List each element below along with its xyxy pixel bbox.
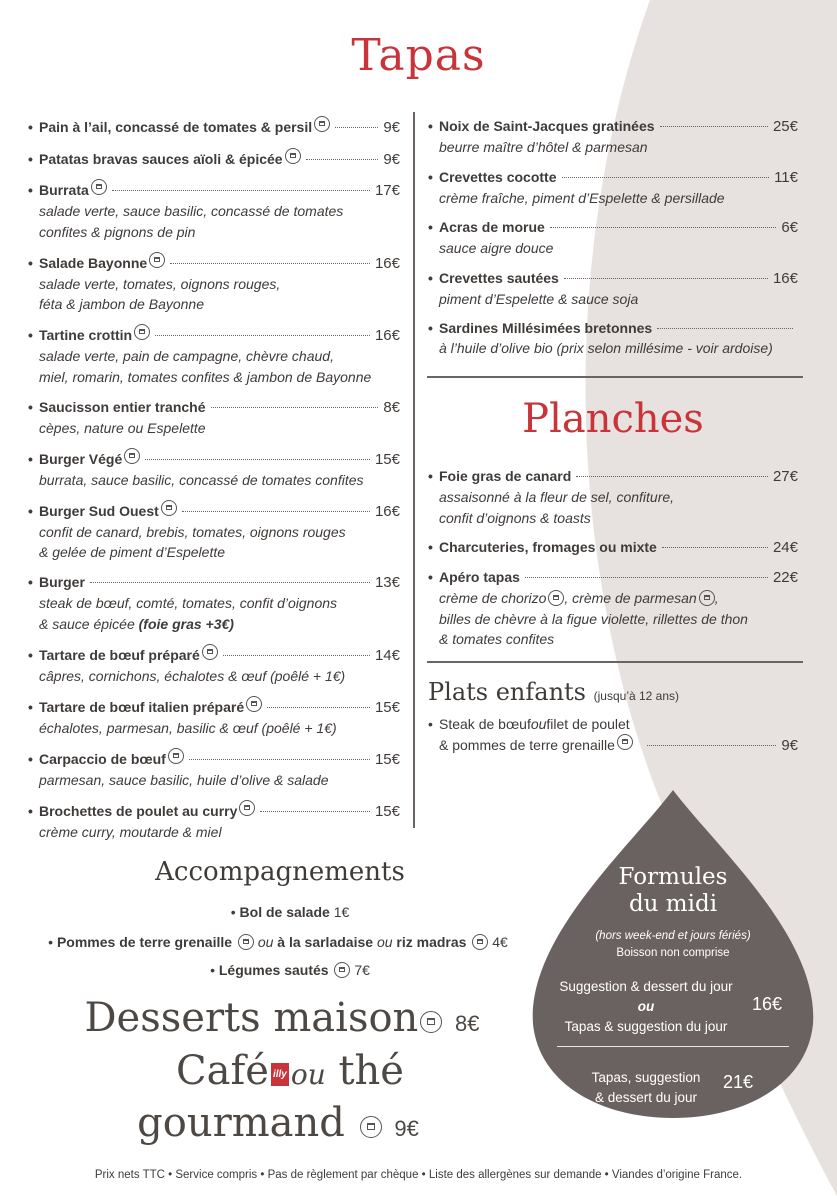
fait-maison-icon xyxy=(472,934,488,950)
item-price: 15€ xyxy=(374,750,400,768)
item-price: 15€ xyxy=(374,698,400,716)
tapas-left-column xyxy=(28,116,400,852)
item-price: 8€ xyxy=(383,398,400,416)
item-price: 16€ xyxy=(374,327,400,344)
item-price: 9€ xyxy=(383,119,400,136)
item-description: salade verte, sauce basilic, concassé de tomates xyxy=(39,203,344,219)
menu-item: • Patatas bravas sauces aïoli & épicée 9€ xyxy=(28,148,400,170)
menu-item: • Tartine crottin 16€ salade verte, pain de campagne, chèvre chaud, miel, romarin, tomates confites & jambon de Bayonne xyxy=(28,324,400,387)
section-divider xyxy=(427,661,803,663)
formule-price-2: 21€ xyxy=(723,1072,754,1092)
menu-item: • Burger 13€ steak de bœuf, comté, tomates, confit d’oignons & sauce épicée (foie gras +3€) xyxy=(28,572,400,634)
item-name: Burger Végé xyxy=(39,450,123,467)
item-description: steak de bœuf, comté, tomates, confit d’oignons xyxy=(39,595,338,611)
accomp-line: • Légumes sautés 7€ xyxy=(210,962,370,978)
menu-item: • Noix de Saint-Jacques gratinées 25€ beurre maître d’hôtel & parmesan xyxy=(428,116,798,158)
item-name: Burger xyxy=(39,574,85,590)
item-name: Saucisson entier tranché xyxy=(39,398,206,415)
fait-maison-icon xyxy=(285,148,301,164)
item-name: Tartare de bœuf préparé xyxy=(39,646,200,663)
section-divider xyxy=(427,376,803,378)
item-description: à l’huile d’olive bio (prix selon millésime - voir ardoise) xyxy=(439,340,773,356)
item-name: Brochettes de poulet au curry xyxy=(39,802,238,819)
item-description: confit d’oignons & toasts xyxy=(439,509,591,526)
item-name: Foie gras de canard xyxy=(439,468,572,484)
menu-item: • Crevettes cocotte 11€ crème fraîche, piment d’Espelette & persillade xyxy=(428,167,798,209)
item-name: Noix de Saint-Jacques gratinées xyxy=(439,118,655,134)
menu-item: • Foie gras de canard 27€ assaisonné à la fleur de sel, confiture, confit d’oignons & toasts xyxy=(428,466,798,528)
fait-maison-icon xyxy=(149,252,165,268)
item-description: beurre maître d’hôtel & parmesan xyxy=(439,139,648,155)
item-description: cèpes, nature ou Espelette xyxy=(39,419,206,436)
item-name: Tartine crottin xyxy=(39,327,133,343)
fait-maison-icon xyxy=(617,734,633,750)
item-price: 11€ xyxy=(774,168,798,186)
item-price: 15€ xyxy=(374,450,400,468)
menu-item: • Charcuteries, fromages ou mixte 24€ xyxy=(428,539,798,556)
formules-title: Formules du midi xyxy=(618,864,728,917)
accompagnements-title: Accompagnements xyxy=(155,857,405,887)
item-price: 25€ xyxy=(772,118,798,135)
fait-maison-icon xyxy=(314,116,330,132)
menu-item: • Tartare de bœuf préparé 14€ câpres, cornichons, échalotes & œuf (poêlé + 1€) xyxy=(28,644,400,687)
item-name: Tartare de bœuf italien préparé xyxy=(39,698,245,715)
formule-price-1: 16€ xyxy=(752,994,783,1014)
item-name: Crevettes sautées xyxy=(439,269,559,286)
fait-maison-icon xyxy=(202,644,218,660)
fait-maison-icon xyxy=(548,590,564,606)
menu-item: • Salade Bayonne 16€ salade verte, tomates, oignons rouges, féta & jambon de Bayonne xyxy=(28,252,400,315)
item-description: sauce aigre douce xyxy=(439,240,554,256)
menu-item: • Burger Végé 15€ burrata, sauce basilic, concassé de tomates confites xyxy=(28,448,400,491)
item-description: billes de chèvre à la figue violette, rillettes de thon xyxy=(439,610,748,627)
fait-maison-icon xyxy=(124,448,140,464)
item-description: & tomates confites xyxy=(439,631,555,647)
menu-item: • Acras de morue 6€ sauce aigre douce xyxy=(428,217,798,259)
menu-item: • Steak de bœuf ou filet de poulet & pommes de terre grenaille 9€ xyxy=(428,716,798,754)
menu-item: • Burrata 17€ salade verte, sauce basilic, concassé de tomates confites & pignons de pin xyxy=(28,179,400,242)
item-price: 22€ xyxy=(772,569,798,586)
foie-gras-supplement: (foie gras +3€) xyxy=(138,615,234,632)
item-description: confit de canard, brebis, tomates, oignons rouges xyxy=(39,523,346,540)
item-price: 6€ xyxy=(781,219,798,236)
gourmand-title: gourmand 9€ xyxy=(137,1100,419,1146)
item-name: Pain à l’ail, concassé de tomates & persil xyxy=(39,119,313,135)
fait-maison-icon xyxy=(334,962,350,978)
footer-note: Prix nets TTC • Service compris • Pas de règlement par chèque • Liste des allergènes sur demande • Viandes d’origine France. xyxy=(94,1169,743,1181)
item-price: 15€ xyxy=(374,802,400,820)
menu-item: • Burger Sud Ouest 16€ confit de canard, brebis, tomates, oignons rouges & gelée de piment d’Espelette xyxy=(28,500,400,563)
formule-option-2: Tapas, suggestion & dessert du jour xyxy=(591,1070,701,1105)
menu-item: • Tartare de bœuf italien préparé 15€ échalotes, parmesan, basilic & œuf (poêlé + 1€) xyxy=(28,696,400,739)
item-description: burrata, sauce basilic, concassé de tomates confites xyxy=(39,471,364,488)
item-description: assaisonné à la fleur de sel, confiture, xyxy=(439,489,675,505)
item-description: miel, romarin, tomates confites & jambon de Bayonne xyxy=(39,368,372,385)
formules-conditions: (hors week-end et jours fériés) Boisson non comprise xyxy=(595,930,751,959)
item-description: féta & jambon de Bayonne xyxy=(39,296,205,312)
menu-item: • Brochettes de poulet au curry 15€ crème curry, moutarde & miel xyxy=(28,800,400,843)
fait-maison-icon xyxy=(246,696,262,712)
cafe-title: Café illy ou thé xyxy=(176,1048,404,1094)
item-price: 16€ xyxy=(374,502,400,520)
column-divider xyxy=(413,112,415,828)
desserts-title: Desserts maison 8€ xyxy=(84,995,480,1041)
menu-item: • Sardines Millésimées bretonnes à l’huile d’olive bio (prix selon millésime - voir ardoise) xyxy=(428,318,798,359)
item-description: crème de chorizo , crème de parmesan , xyxy=(439,590,719,606)
item-price: 9€ xyxy=(781,737,798,754)
item-name: Patatas bravas sauces aïoli & épicée xyxy=(39,150,283,167)
item-description: & sauce épicée (foie gras +3€) xyxy=(39,615,234,632)
formule-option-1: Suggestion & dessert du jour ou Tapas & suggestion du jour xyxy=(559,979,733,1034)
item-name: Apéro tapas xyxy=(439,569,520,585)
item-name: Sardines Millésimées bretonnes xyxy=(439,320,653,336)
formules-du-midi xyxy=(527,788,819,1118)
item-name: Carpaccio de bœuf xyxy=(39,750,166,767)
fait-maison-icon xyxy=(168,748,184,764)
item-name: Acras de morue xyxy=(439,219,545,235)
item-description: piment d’Espelette & sauce soja xyxy=(439,290,639,307)
item-name: Burrata xyxy=(39,182,89,198)
item-description: salade verte, tomates, oignons rouges, xyxy=(39,275,281,292)
tapas-right-column xyxy=(428,116,798,368)
tapas-title: Tapas xyxy=(351,30,486,81)
item-price: 13€ xyxy=(374,574,400,591)
fait-maison-icon xyxy=(161,500,177,516)
fait-maison-icon xyxy=(699,590,715,606)
item-description: salade verte, pain de campagne, chèvre chaud, xyxy=(39,348,334,364)
enfants-column xyxy=(428,714,798,765)
planches-column xyxy=(428,466,798,659)
item-price: 16€ xyxy=(772,269,798,287)
item-price: 9€ xyxy=(383,150,400,168)
item-description: parmesan, sauce basilic, huile d’olive & salade xyxy=(39,771,329,788)
accomp-line: • Pommes de terre grenaille ou à la sarladaise ou riz madras 4€ xyxy=(48,934,508,950)
item-description: échalotes, parmesan, basilic & œuf (poêlé + 1€) xyxy=(39,719,337,736)
menu-item: • Apéro tapas 22€ crème de chorizo , crème de parmesan , billes de chèvre à la figue violette, rillettes de thon & tomates confites xyxy=(428,567,798,650)
fait-maison-icon xyxy=(239,800,255,816)
menu-item: • Saucisson entier tranché 8€ cèpes, nature ou Espelette xyxy=(28,397,400,439)
item-name: Salade Bayonne xyxy=(39,254,148,271)
item-description: crème fraîche, piment d’Espelette & persillade xyxy=(439,189,725,206)
menu-item: • Carpaccio de bœuf 15€ parmesan, sauce basilic, huile d’olive & salade xyxy=(28,748,400,791)
age-note: (jusqu’à 12 ans) xyxy=(593,689,680,703)
item-price: 27€ xyxy=(772,468,798,485)
plats-enfants-title: Plats enfants (jusqu’à 12 ans) xyxy=(428,678,680,706)
item-name: Crevettes cocotte xyxy=(439,168,557,185)
formules-divider xyxy=(557,1046,789,1047)
accomp-line: • Bol de salade 1€ xyxy=(230,904,350,920)
item-description: confites & pignons de pin xyxy=(39,223,196,240)
planches-title: Planches xyxy=(522,396,704,442)
fait-maison-icon xyxy=(134,324,150,340)
menu-item: • Crevettes sautées 16€ piment d’Espelette & sauce soja xyxy=(428,268,798,310)
item-price: 16€ xyxy=(374,254,400,272)
item-price: 24€ xyxy=(772,539,798,556)
item-description: crème curry, moutarde & miel xyxy=(39,823,222,840)
item-name: Burger Sud Ouest xyxy=(39,502,159,519)
item-description: & gelée de piment d’Espelette xyxy=(39,544,226,560)
item-description: câpres, cornichons, échalotes & œuf (poêlé + 1€) xyxy=(39,667,346,684)
fait-maison-icon xyxy=(420,1011,442,1033)
menu-item: • Pain à l’ail, concassé de tomates & persil 9€ xyxy=(28,116,400,138)
fait-maison-icon xyxy=(238,934,254,950)
illy-logo: illy xyxy=(271,1063,289,1086)
fait-maison-icon xyxy=(360,1116,382,1138)
fait-maison-icon xyxy=(91,179,107,195)
item-name: Charcuteries, fromages ou mixte xyxy=(439,539,657,555)
item-price: 17€ xyxy=(374,182,400,199)
item-price: 14€ xyxy=(374,646,400,664)
